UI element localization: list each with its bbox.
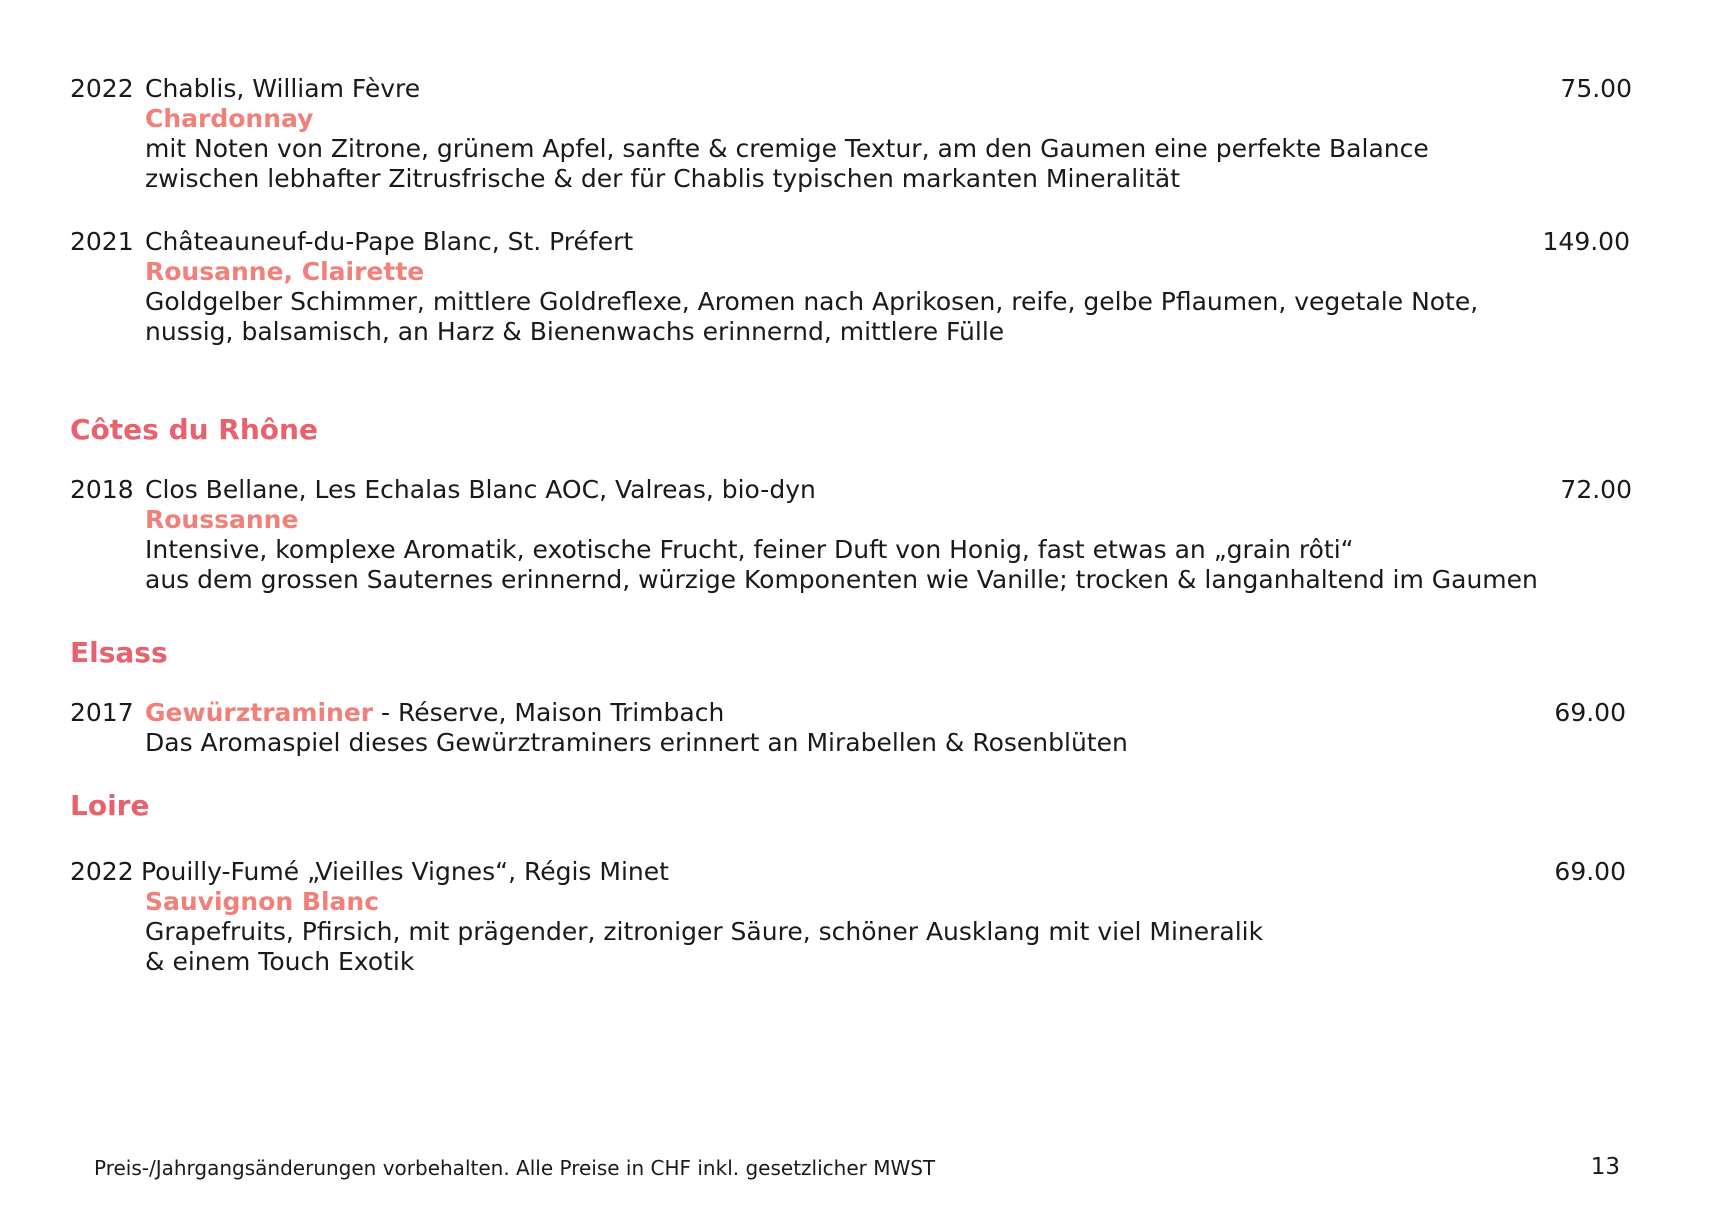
wine-price: 69.00 [1554, 857, 1626, 886]
wine-year: 2018 [70, 475, 134, 504]
wine-year: 2022 [70, 74, 134, 103]
wine-description-line: Grapefruits, Pfirsich, mit prägender, zitroniger Säure, schöner Ausklang mit viel Mineralik [145, 917, 1264, 946]
wine-grape: Sauvignon Blanc [145, 887, 380, 916]
wine-year: 2022 [70, 857, 134, 886]
wine-name: Clos Bellane, Les Echalas Blanc AOC, Valreas, bio-dyn [145, 475, 816, 504]
section-heading-loire: Loire [70, 789, 150, 822]
wine-description-line: aus dem grossen Sauternes erinnernd, würzige Komponenten wie Vanille; trocken & langanhaltend im Gaumen [145, 565, 1538, 594]
wine-name: Pouilly-Fumé „Vieilles Vignes“, Régis Minet [141, 857, 669, 886]
section-heading-elsass: Elsass [70, 636, 168, 669]
wine-price: 149.00 [1542, 227, 1630, 256]
wine-description-line: Intensive, komplexe Aromatik, exotische Frucht, feiner Duft von Honig, fast etwas an „grain rôti“ [145, 535, 1354, 564]
footer-note: Preis-/Jahrgangsänderungen vorbehalten. Alle Preise in CHF inkl. gesetzlicher MWST [94, 1156, 936, 1180]
wine-grape: Rousanne, Clairette [145, 257, 425, 286]
wine-price: 69.00 [1554, 698, 1626, 727]
wine-grape: Gewürztraminer [145, 698, 374, 727]
wine-description-line: mit Noten von Zitrone, grünem Apfel, sanfte & cremige Textur, am den Gaumen eine perfekte Balance [145, 134, 1429, 163]
wine-year: 2017 [70, 698, 134, 727]
wine-description-line: zwischen lebhafter Zitrusfrische & der für Chablis typischen markanten Mineralität [145, 164, 1181, 193]
section-heading-cotes-du-rhone: Côtes du Rhône [70, 413, 318, 446]
wine-grape: Roussanne [145, 505, 299, 534]
wine-name: - Réserve, Maison Trimbach [373, 698, 725, 727]
wine-name-line [145, 698, 724, 728]
wine-description-line: & einem Touch Exotik [145, 947, 415, 976]
wine-description-line: Das Aromaspiel dieses Gewürztraminers erinnert an Mirabellen & Rosenblüten [145, 728, 1128, 757]
wine-description-line: Goldgelber Schimmer, mittlere Goldreflexe, Aromen nach Aprikosen, reife, gelbe Pflaumen, vegetale Note, [145, 287, 1479, 316]
page-number: 13 [1590, 1154, 1620, 1180]
wine-price: 72.00 [1560, 475, 1632, 504]
wine-year: 2021 [70, 227, 134, 256]
wine-price: 75.00 [1560, 74, 1632, 103]
wine-name: Chablis, William Fèvre [145, 74, 421, 103]
wine-name: Châteauneuf-du-Pape Blanc, St. Préfert [145, 227, 634, 256]
wine-grape: Chardonnay [145, 104, 314, 133]
wine-description-line: nussig, balsamisch, an Harz & Bienenwachs erinnernd, mittlere Fülle [145, 317, 1005, 346]
